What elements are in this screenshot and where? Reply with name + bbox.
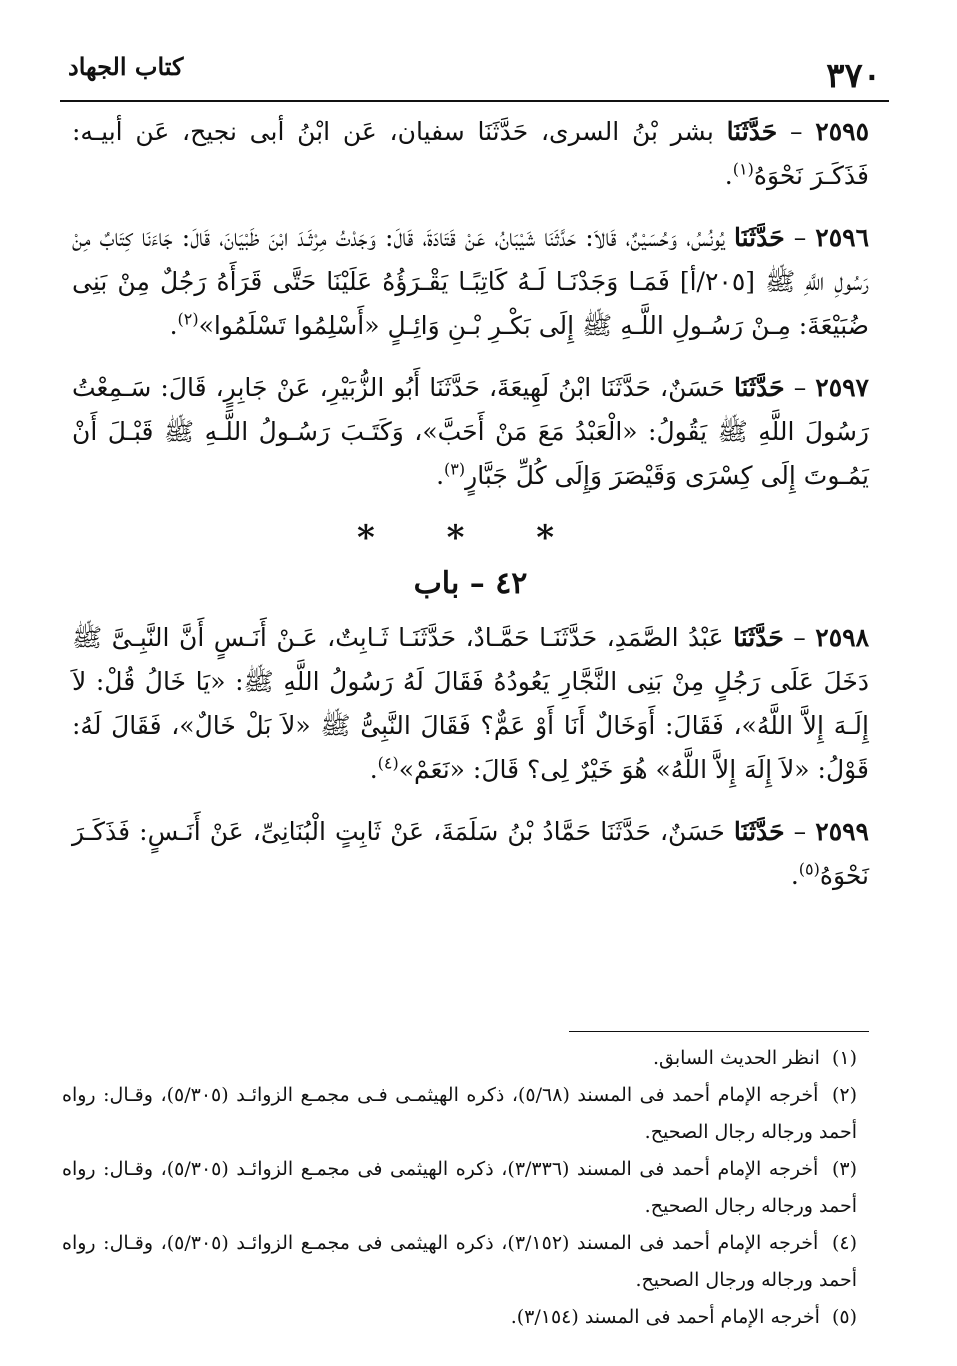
footnote-number: (١) [831,1047,857,1069]
hadith-2598: ٢٥٩٨ – حَدَّثَنَا عَبْدُ الصَّمَدِ، حَدَّثَنَـا حَمَّـادٌ، حَدَّثَنَـا ثَـابِتٌ، عَـنْ أَنَـسٍ أَنَّ النَّبِـىَّ ﷺ دَخَلَ عَلَى رَجُلٍ مِنْ بَنِى النَّجَّارِ يَعُودُهُ فَقَالَ لَهُ رَسُولُ اللَّهِ ﷺ: «يَا خَالُ قُلْ: لاَ إِلَـهَ إِلاَّ اللَّهُ»، فَقَالَ: أَوَخَالٌ أَنَا أَوْ عَمٌّ؟ فَقَالَ النَّبِىُّ ﷺ «لاَ بَلْ خَالٌ»، فَقَالَ لَهُ: قَوْلُ: «لاَ إِلَهَ إِلاَّ اللَّهُ» هُوَ خَيْرٌ لِى؟ قَالَ: «نَعَمْ»$^{(٤)}$. [72,623,869,784]
footnote-mark: (٤) [377,753,399,773]
hadith-intro: حَدَّثَنَا [733,223,785,252]
footnote-text: أخرجه الإمام أحمد فى المسند (٣/١٥٤). [510,1306,820,1328]
hadith-number: ٢٥٩٥ [815,117,869,146]
hadith-text: يُونُسُ، وَحُسَيْنٌ، قَالاَ: حَدَّثَنَا شَيْبَانُ، عَنْ قَتَادَةَ، قَالَ: وَجَدْتُ مِرْثَـدَ ابْنَ ظَبْيَانَ، قَالَ: جَاءَنَا كِتَابٌ مِنْ رَسُولِ اللَّهِ ﷺ [٢٠٥/أ] فَمَـا وَجَدْنَـا لَـهُ كَاتِبًـا يَقْـرَؤُهُ عَلَيْنَا حَتَّى قَرَأَهُ رَجُلٌ مِنْ بَنِى ضُبَيْعَةَ: مِـنْ رَسُـولِ اللَّـهِ ﷺ إِلَى بَكْـرِ بْـنِ وَائِـلٍ «أَسْلِمُوا تَسْلَمُوا» [72,223,869,340]
footnote-1 [62,1040,857,1077]
footnote-text: انظر الحديث السابق. [652,1047,820,1069]
hadith-intro: حَدَّثَنَا [733,817,785,846]
running-title: كتاب الجهاد [68,52,184,81]
hadith-2596: ٢٥٩٦ – حَدَّثَنَا يُونُسُ، وَحُسَيْنٌ، قَالاَ: حَدَّثَنَا شَيْبَانُ، عَنْ قَتَادَةَ، قَالَ: وَجَدْتُ مِرْثَـدَ ابْنَ ظَبْيَانَ، قَالَ: جَاءَنَا كِتَابٌ مِنْ رَسُولِ اللَّهِ ﷺ [٢٠٥/أ] فَمَـا وَجَدْنَـا لَـهُ كَاتِبًـا يَقْـرَؤُهُ عَلَيْنَا حَتَّى قَرَأَهُ رَجُلٌ مِنْ بَنِى ضُبَيْعَةَ: مِـنْ رَسُـولِ اللَّـهِ ﷺ إِلَى بَكْـرِ بْـنِ وَائِـلٍ «أَسْلِمُوا تَسْلَمُوا»$^{(٢)}$. [72,223,869,340]
hadith-text: حَسَنٌ، حَدَّثَنَا حَمَّادُ بْنُ سَلَمَةَ، عَنْ ثَابِتٍ الْبُنَانِىِّ، عَنْ أَنَـسٍ: فَذَكَـرَ نَحْوَهُ [72,817,869,890]
hadith-intro: حَدَّثَنَا [733,623,784,652]
footnote-mark: (٥) [798,859,820,879]
hadith-number: ٢٥٩٦ [815,223,869,252]
footnote-mark: (٢) [177,309,199,329]
hadith-end: . [790,861,799,890]
hadith-text: حَسَنٌ، حَدَّثَنَا ابْنُ لَهِيعَةَ، حَدَّثَنَا أَبُو الزُّبَيْرِ، عَنْ جَابِرٍ، قَالَ: سَـمِعْتُ رَسُولَ اللَّهِ ﷺ يَقُولُ: «الْعَبْدُ مَعَ مَنْ أَحَبَّ»، وَكَتَـبَ رَسُـولُ اللَّـهِ ﷺ قَبْـلَ أَنْ يَمُـوتَ إِلَى كِسْرَى وَقَيْصَرَ وَإِلَى كُلِّ جَبَّارٍ [72,373,869,490]
hadith-end: . [436,461,445,490]
hadith-end: . [369,755,378,784]
footnote-number: (٣) [831,1158,857,1180]
footnote-mark: (٣) [444,459,466,479]
footnote-separator [569,1031,869,1032]
footnote-2 [62,1077,857,1151]
hadith-number: ٢٥٩٩ [815,817,869,846]
footnote-number: (٢) [831,1084,857,1106]
footnote-4 [62,1225,857,1299]
main-text [72,110,869,916]
hadith-number: ٢٥٩٨ [815,623,869,652]
footnote-5 [62,1299,857,1336]
hadith-2599: ٢٥٩٩ – حَدَّثَنَا حَسَنٌ، حَدَّثَنَا حَمَّادُ بْنُ سَلَمَةَ، عَنْ ثَابِتٍ الْبُنَانِىِّ، عَنْ أَنَـسٍ: فَذَكَـرَ نَحْوَهُ$^{(٥)}$. [72,817,869,890]
hadith-end: . [724,161,733,190]
footnote-text: أخرجه الإمام أحمد فى المسند (٥/٦٨)، ذكره الهيثمـى فـى مجمـع الزوائـد (٥/٣٠٥)، وقـال: رواه أحمد ورجاله رجال الصحيح. [62,1084,857,1143]
hadith-number: ٢٥٩٧ [815,373,869,402]
footnote-number: (٤) [831,1232,857,1254]
hadith-intro: حَدَّثَنَا [726,117,778,146]
chapter-heading: ٤٢ – باب [413,566,528,601]
hadith-intro: حَدَّثَنَا [733,373,785,402]
footnotes [62,1040,857,1336]
hadith-2597: ٢٥٩٧ – حَدَّثَنَا حَسَنٌ، حَدَّثَنَا ابْنُ لَهِيعَةَ، حَدَّثَنَا أَبُو الزُّبَيْرِ، عَنْ جَابِرٍ، قَالَ: سَـمِعْتُ رَسُولَ اللَّهِ ﷺ يَقُولُ: «الْعَبْدُ مَعَ مَنْ أَحَبَّ»، وَكَتَـبَ رَسُـولُ اللَّـهِ ﷺ قَبْـلَ أَنْ يَمُـوتَ إِلَى كِسْرَى وَقَيْصَرَ وَإِلَى كُلِّ جَبَّارٍ$^{(٣)}$. [72,373,869,490]
section-divider: * * * [356,518,584,558]
page-header [60,48,889,102]
hadith-text: عَبْدُ الصَّمَدِ، حَدَّثَنَـا حَمَّـادٌ، حَدَّثَنَـا ثَـابِتٌ، عَـنْ أَنَـسٍ أَنَّ النَّبِـىَّ ﷺ دَخَلَ عَلَى رَجُلٍ مِنْ بَنِى النَّجَّارِ يَعُودُهُ فَقَالَ لَهُ رَسُولُ اللَّهِ ﷺ: «يَا خَالُ قُلْ: لاَ إِلَـهَ إِلاَّ اللَّهُ»، فَقَالَ: أَوَخَالٌ أَنَا أَوْ عَمٌّ؟ فَقَالَ النَّبِىُّ ﷺ «لاَ بَلْ خَالٌ»، فَقَالَ لَهُ: قَوْلُ: «لاَ إِلَهَ إِلاَّ اللَّهُ» هُوَ خَيْرٌ لِى؟ قَالَ: «نَعَمْ» [72,623,869,784]
hadith-text: بشر بْنُ السرى، حَدَّثَنَا سفيان، عَن ابْنُ أبى نجيح، عَن أبيـه: فَذَكَـرَ نَحْوَهُ [72,117,869,190]
footnote-text: أخرجه الإمام أحمد فى المسند (٣/١٥٢)، ذكره الهيثمى فى مجمـع الزوائـد (٥/٣٠٥)، وقـال: رواه أحمد ورجاله ورجال الصحيح. [62,1232,857,1291]
hadith-2595: ٢٥٩٥ – حَدَّثَنَا بشر بْنُ السرى، حَدَّثَنَا سفيان، عَن ابْنُ أبى نجيح، عَن أبيـه: فَذَكَـرَ نَحْوَهُ$^{(١)}$. [72,117,869,190]
footnote-text: أخرجه الإمام أحمد فى المسند (٣/٣٣٦)، ذكره الهيثمى فى مجمـع الزوائـد (٥/٣٠٥)، وقـال: رواه أحمد ورجاله رجال الصحيح. [62,1158,857,1217]
footnote-mark: (١) [732,159,754,179]
hadith-end: . [169,311,178,340]
footnote-3 [62,1151,857,1225]
footnote-number: (٥) [831,1306,857,1328]
page-number: ٣٧٠ [826,56,881,96]
